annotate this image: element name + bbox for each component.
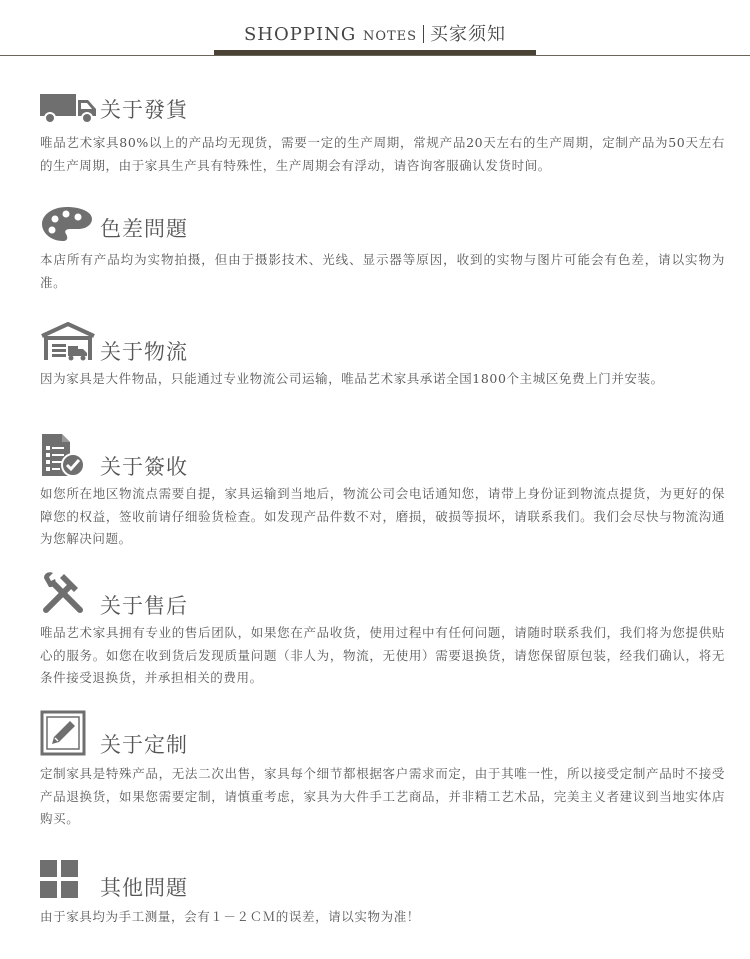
header-divider — [0, 55, 750, 56]
section-sign-receipt — [40, 432, 725, 551]
section-title: 关于售后 — [100, 594, 188, 618]
header-title-cn: 买家须知 — [430, 24, 507, 45]
warehouse-logistics-icon — [40, 322, 96, 362]
header-separator — [423, 25, 424, 43]
section-header — [40, 203, 725, 249]
wrench-hammer-icon — [40, 570, 86, 616]
section-after-sales — [40, 570, 725, 690]
pencil-edit-icon — [40, 710, 86, 756]
section-title: 其他問題 — [100, 876, 188, 900]
section-body: 唯品艺术家具80%以上的产品均无现货，需要一定的生产周期，常规产品20天左右的生产周期，定制产品为50天左右的生产周期，由于家具生产具有特殊性，生产周期会有浮动，请咨询客服确认发货时间。 — [40, 135, 725, 173]
section-body: 因为家具是大件物品，只能通过专业物流公司运输，唯品艺术家具承诺全国1800个主城区免费上门并安装。 — [40, 371, 664, 386]
section-header — [40, 322, 725, 368]
section-header — [40, 86, 725, 132]
section-header — [40, 860, 725, 906]
section-body: 由于家具均为手工测量，会有１－２ＣＭ的误差，请以实物为准！ — [40, 909, 420, 924]
delivery-truck-icon — [40, 92, 98, 124]
header-title-en-2: NOTES — [362, 29, 418, 44]
grid-squares-icon — [40, 860, 80, 900]
section-title: 关于簽收 — [100, 455, 188, 479]
section-body: 本店所有产品均为实物拍摄，但由于摄影技术、光线、显示器等原因，收到的实物与图片可能会有色差，请以实物为准。 — [40, 252, 725, 290]
header-title — [0, 20, 750, 46]
page-header — [0, 0, 750, 58]
section-body: 如您所在地区物流点需要自提，家具运输到当地后，物流公司会电话通知您，请带上身份证到物流点提货，为更好的保障您的权益，签收前请仔细验货检查。如发现产品件数不对，磨损，破损等损坏，请联系我们。我们会尽快与物流沟通为您解决问题。 — [40, 486, 725, 546]
section-body: 唯品艺术家具拥有专业的售后团队，如果您在产品收货，使用过程中有任何问题，请随时联系我们，我们将为您提供贴心的服务。如您在收到货后发现质量问题（非人为，物流，无使用）需要退换货，请您保留原包装，经我们确认，将无条件接受退换货，并承担相关的费用。 — [40, 625, 725, 685]
section-header — [40, 570, 725, 622]
section-other-issues — [40, 860, 725, 929]
section-color-difference — [40, 203, 725, 294]
section-header — [40, 432, 725, 483]
section-customization — [40, 709, 725, 831]
section-title: 色差問題 — [100, 217, 188, 241]
section-title: 关于物流 — [100, 340, 188, 364]
section-title: 关于發貨 — [100, 98, 188, 122]
sign-checklist-icon — [40, 432, 86, 478]
section-title: 关于定制 — [100, 733, 188, 757]
section-logistics — [40, 322, 725, 391]
section-body: 定制家具是特殊产品，无法二次出售，家具每个细节都根据客户需求而定，由于其唯一性，所以接受定制产品时不接受产品退换货，如果您需要定制，请慎重考虑，家具为大件手工艺商品，并非精工艺术品，完美主义者建议到当地实体店购买。 — [40, 766, 725, 826]
section-header — [40, 709, 725, 763]
color-palette-icon — [40, 205, 94, 243]
section-delivery — [40, 86, 725, 177]
header-title-en-1: SHOPPING — [243, 24, 357, 45]
